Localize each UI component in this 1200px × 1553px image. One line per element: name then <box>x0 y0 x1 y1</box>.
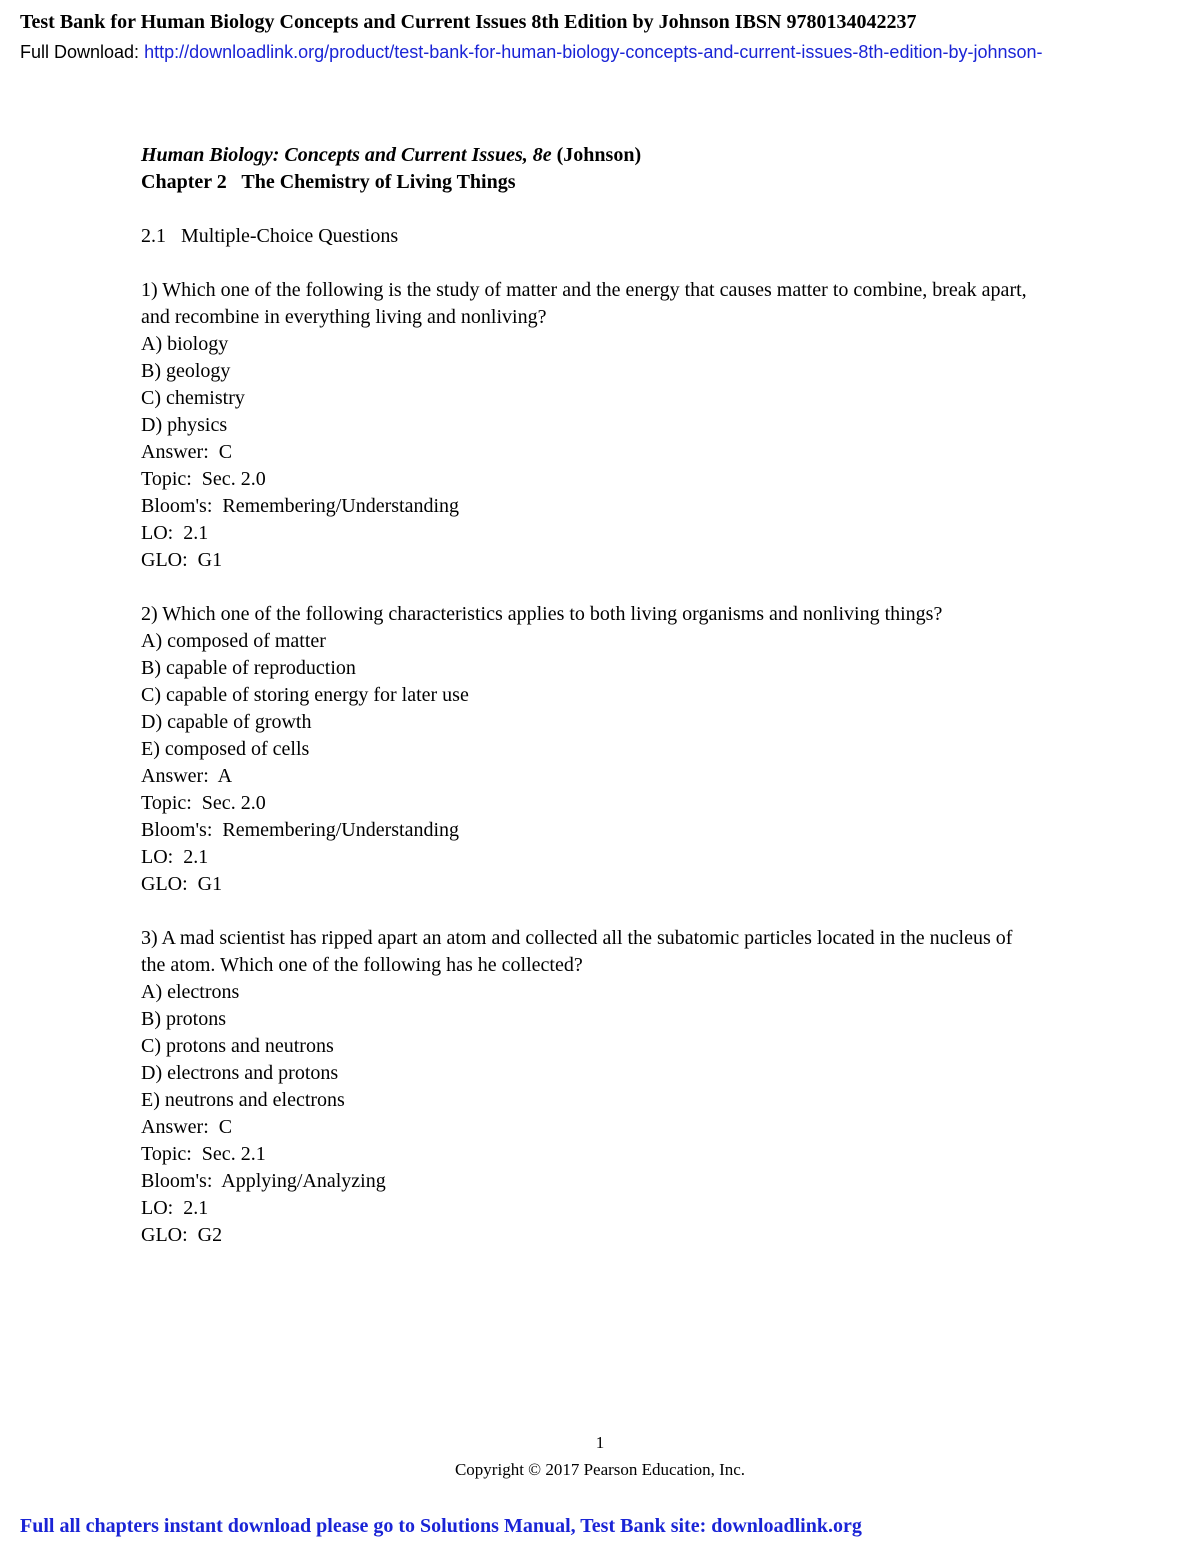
answer-option: A) electrons <box>141 981 240 1003</box>
section-heading: 2.1 Multiple-Choice Questions <box>141 225 399 247</box>
answer-option: B) geology <box>141 360 231 382</box>
book-title <box>141 142 1041 169</box>
answer-option: E) composed of cells <box>141 738 310 760</box>
question-list <box>141 277 1041 1249</box>
question-stem: 2) Which one of the following characteristics applies to both living organisms and nonliving things? <box>141 603 943 625</box>
chapter-title: Chapter 2 The Chemistry of Living Things <box>141 171 516 193</box>
lo-line: LO: 2.1 <box>141 846 209 868</box>
topic-line: Topic: Sec. 2.0 <box>141 468 266 490</box>
book-title-italic: Human Biology: Concepts and Current Issues, 8e <box>141 144 552 166</box>
question-block <box>141 277 1041 574</box>
answer-option: D) capable of growth <box>141 711 312 733</box>
promo-banner[interactable]: Full all chapters instant download please go to Solutions Manual, Test Bank site: downloadlink.org <box>20 1515 862 1537</box>
topic-line: Topic: Sec. 2.0 <box>141 792 266 814</box>
answer-option: B) protons <box>141 1008 226 1030</box>
question-block <box>141 601 1041 898</box>
answer-option: B) capable of reproduction <box>141 657 356 679</box>
glo-line: GLO: G1 <box>141 873 223 895</box>
answer-key: Answer: A <box>141 765 233 787</box>
answer-option: A) biology <box>141 333 229 355</box>
page-content <box>141 142 1041 1249</box>
page-number: 1 <box>595 1433 605 1452</box>
blooms-line: Bloom's: Remembering/Understanding <box>141 495 460 517</box>
copyright-notice: Copyright © 2017 Pearson Education, Inc. <box>454 1460 746 1479</box>
glo-line: GLO: G1 <box>141 549 223 571</box>
answer-option: C) capable of storing energy for later use <box>141 684 469 706</box>
answer-option: A) composed of matter <box>141 630 326 652</box>
question-stem: 3) A mad scientist has ripped apart an atom and collected all the subatomic particles located in the nucleus of the atom. Which one of the following has he collected? <box>141 927 1018 976</box>
topic-line: Topic: Sec. 2.1 <box>141 1143 266 1165</box>
answer-key: Answer: C <box>141 1116 233 1138</box>
answer-option: C) chemistry <box>141 387 245 409</box>
answer-option: D) physics <box>141 414 228 436</box>
answer-option: C) protons and neutrons <box>141 1035 334 1057</box>
blooms-line: Bloom's: Remembering/Understanding <box>141 819 460 841</box>
glo-line: GLO: G2 <box>141 1224 223 1246</box>
book-author: (Johnson) <box>551 144 642 166</box>
lo-line: LO: 2.1 <box>141 522 209 544</box>
question-block <box>141 925 1041 1249</box>
question-stem: 1) Which one of the following is the study of matter and the energy that causes matter to combine, break apart, and recombine in everything living and nonliving? <box>141 279 1032 328</box>
lo-line: LO: 2.1 <box>141 1197 209 1219</box>
answer-option: D) electrons and protons <box>141 1062 339 1084</box>
download-link[interactable]: http://downloadlink.org/product/test-bank-for-human-biology-concepts-and-current-issues-8th-edition-by-johnson- <box>144 42 1043 62</box>
download-label: Full Download: <box>20 42 145 62</box>
document-header-title: Test Bank for Human Biology Concepts and Current Issues 8th Edition by Johnson IBSN 9780134042237 <box>20 11 917 33</box>
download-line <box>20 40 1200 64</box>
answer-key: Answer: C <box>141 441 233 463</box>
blooms-line: Bloom's: Applying/Analyzing <box>141 1170 386 1192</box>
answer-option: E) neutrons and electrons <box>141 1089 345 1111</box>
